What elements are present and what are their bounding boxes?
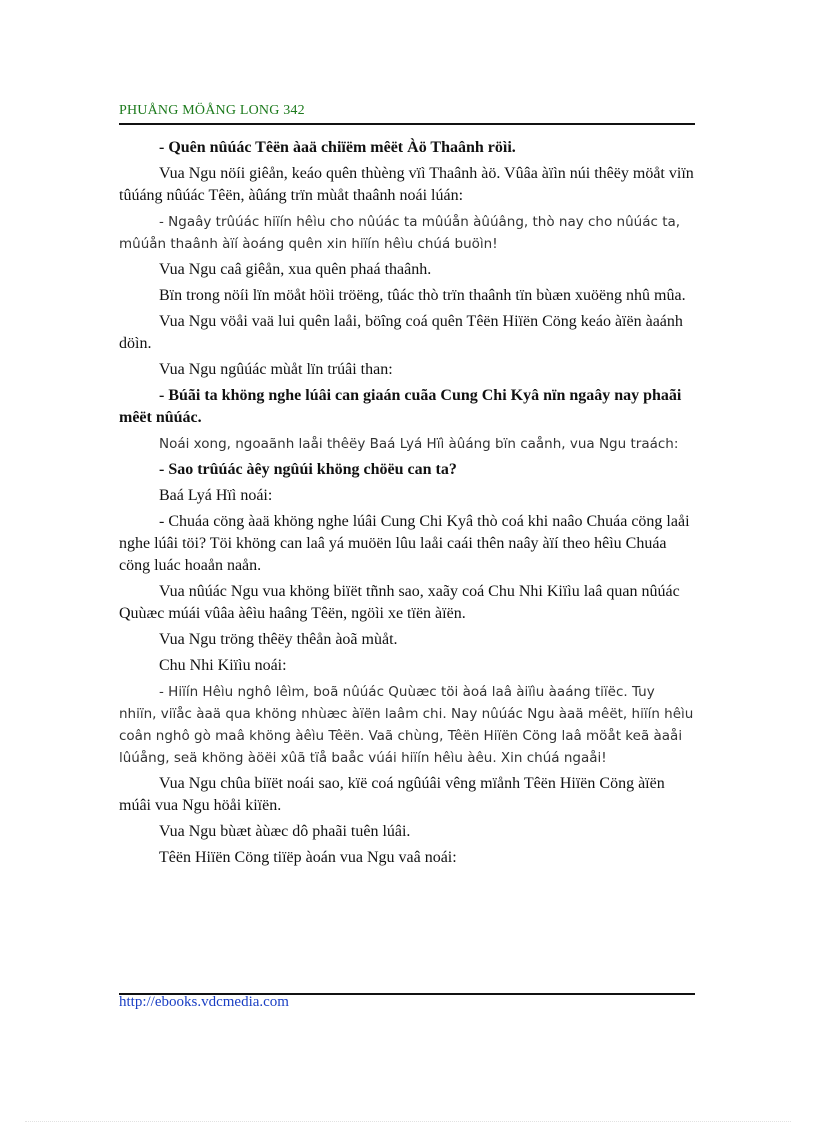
running-header: PHUÅNG MÖÅNG LONG 342	[119, 103, 305, 118]
paragraph: - Sao trûúác àêy ngûúi khöng chöëu can ta?	[159, 461, 457, 478]
paragraph: Noái xong, ngoaãnh laåi thêëy Baá Lyá Hïì àûáng bïn caånh, vua Ngu traách:	[159, 436, 679, 452]
paragraph: Vua nûúác Ngu vua khöng biïët tñnh sao, xaãy coá Chu Nhi Kiïìu laâ quan nûúác Quùæc múái vûâa àêìu haâng Têën, ngöìi xe tïën àïën.	[119, 583, 680, 622]
page-bottom-border	[25, 1121, 791, 1122]
paragraph: - Hiïín Hêìu nghô lêìm, boã nûúác Quùæc töi àoá laâ àiïìu àaáng tiïëc. Tuy nhiïn, viïåc àaä qua khöng nhùæc àïën laâm chi. Nay nûúác Ngu àaä mêët, hiïín hêìu coân nghô gò maâ khöng àêìu Têën. Vaã chùng, Têën Hiïën Cöng laâ möåt keã àaåi lûúång, seä khöng àöëi xûã tïå baåc vúái hiïín hêìu àêu. Xin chúá ngaåi!	[119, 684, 694, 766]
body-text	[119, 137, 695, 873]
paragraph: Vua Ngu vöåi vaä lui quên laåi, böîng coá quên Têën Hiïën Cöng keáo àïën àaánh döìn.	[119, 313, 683, 352]
paragraph: - Quên nûúác Têën àaä chiïëm mêët Àö Thaânh röìi.	[159, 139, 516, 156]
paragraph: Chu Nhi Kiïìu noái:	[159, 657, 287, 674]
paragraph: Vua Ngu tröng thêëy thêån àoã mùåt.	[159, 631, 398, 648]
paragraph: Bïn trong nöíi lïn möåt höìi tröëng, tûác thò trïn thaânh tïn bùæn xuöëng nhû mûa.	[159, 287, 686, 304]
paragraph: Vua Ngu caâ giêån, xua quên phaá thaânh.	[159, 261, 432, 278]
paragraph: Vua Ngu bùæt àùæc dô phaãi tuên lúâi.	[159, 823, 411, 840]
paragraph: - Chuáa cöng àaä khöng nghe lúâi Cung Chi Kyâ thò coá khi naâo Chuáa cöng laåi nghe lúâi töi? Töi khöng can laâ yá muöën lûu laåi caái thên naây àïí theo hêìu Chuáa cöng luác hoaån naån.	[119, 513, 690, 574]
footer-link[interactable]: http://ebooks.vdcmedia.com	[119, 994, 289, 1010]
paragraph: Vua Ngu chûa biïët noái sao, kïë coá ngûúâi vêng mïånh Têën Hiïën Cöng àïën múâi vua Ngu höåi kiïën.	[119, 775, 665, 814]
paragraph: Vua Ngu ngûúác mùåt lïn trúâi than:	[159, 361, 393, 378]
paragraph: Baá Lyá Hïì noái:	[159, 487, 273, 504]
paragraph: Têën Hiïën Cöng tiïëp àoán vua Ngu vaâ noái:	[159, 849, 457, 866]
paragraph: Vua Ngu nöíi giêån, keáo quên thùèng vïì Thaânh àö. Vûâa àïìn núi thêëy möåt viïn tûúáng nûúác Têën, àûáng trïn mùåt thaânh noái lúán:	[119, 165, 694, 204]
paragraph: - Ngaây trûúác hiïín hêìu cho nûúác ta mûúån àûúâng, thò nay cho nûúác ta, mûúån thaânh àïí àoáng quên xin hiïín hêìu chúá buöìn!	[119, 214, 681, 252]
header-rule	[119, 123, 695, 125]
paragraph: - Búãi ta khöng nghe lúâi can giaán cuãa Cung Chi Kyâ nïn ngaây nay phaãi mêët nûúác.	[119, 387, 682, 426]
